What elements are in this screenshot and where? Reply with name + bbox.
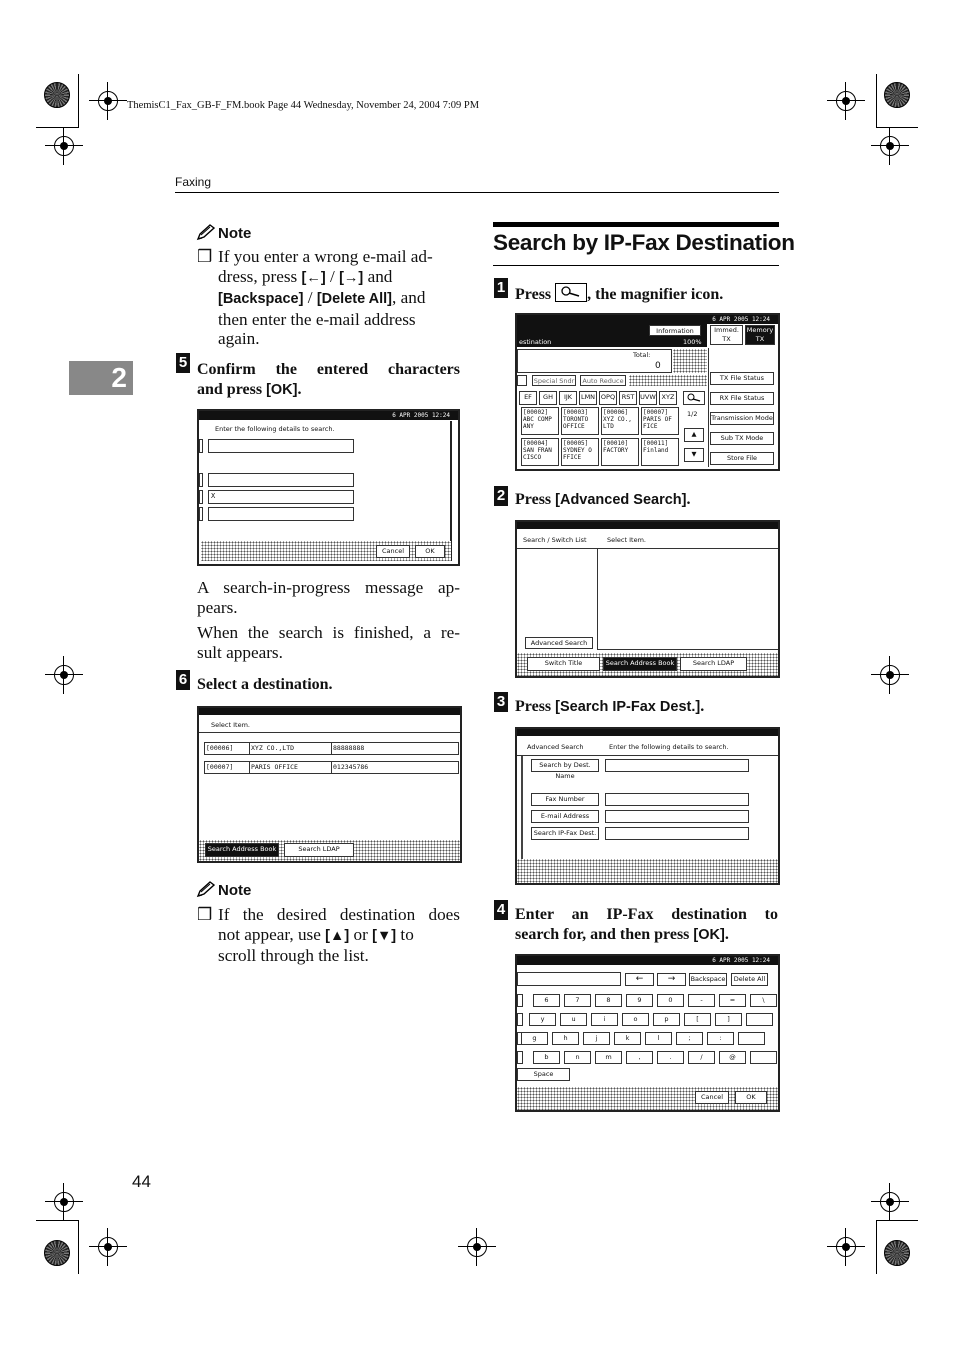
keyboard-key[interactable] (750, 1051, 777, 1064)
step-number: 2 (494, 486, 508, 506)
keyboard-key[interactable]: l (645, 1032, 672, 1045)
keyboard-key[interactable]: j (583, 1032, 610, 1045)
auto-reduce-tab[interactable]: Auto Reduce (580, 375, 626, 386)
side-button[interactable]: RX File Status (710, 392, 774, 405)
keyboard-key[interactable]: , (626, 1051, 653, 1064)
destination-entry[interactable]: [00002] ABC COMP ANY (521, 407, 559, 435)
note-pencil-icon (196, 881, 216, 899)
step-number: 1 (494, 278, 508, 298)
paragraph: A search-in-progress message ap- pears. (197, 578, 460, 617)
search-by-dest-name-button[interactable]: Search by Dest. Name (531, 759, 599, 772)
screenshot-enter-details (197, 409, 460, 566)
keyboard-key[interactable]: \ (750, 994, 777, 1007)
key-fragment[interactable] (517, 994, 523, 1007)
note-bullet: ❒ (197, 247, 213, 266)
fax-number-button[interactable]: Fax Number (531, 793, 599, 806)
keyboard-key[interactable]: = (719, 994, 746, 1007)
side-button[interactable]: Transmission Mode (710, 412, 774, 425)
step-text: Enter an IP-Fax destination to search for, and then press [OK]. (515, 906, 778, 943)
note-title: Note (218, 225, 252, 242)
keyboard-key[interactable]: . (657, 1051, 684, 1064)
keyboard-key[interactable]: 0 (657, 994, 684, 1007)
registration-mark-icon (98, 1237, 118, 1257)
screenshot-keyboard (515, 954, 780, 1112)
search-field[interactable] (208, 473, 354, 487)
prompt-text: Enter the following details to search. (609, 743, 729, 751)
registration-mark-icon (467, 1237, 487, 1257)
select-item-title: Select Item. (607, 536, 646, 544)
destination-input[interactable] (517, 972, 621, 986)
row-code: [00007] (204, 761, 250, 774)
note-title: Note (218, 882, 252, 899)
group-tab[interactable]: UVW (639, 391, 657, 405)
total-label: Total: (633, 351, 651, 359)
row-name[interactable]: PARIS OFFICE (249, 761, 332, 774)
keyboard-key[interactable]: k (614, 1032, 641, 1045)
note-pencil-icon (196, 224, 216, 242)
color-target-icon (44, 82, 70, 108)
cancel-button[interactable]: Cancel (376, 545, 410, 558)
destination-entry[interactable]: [00005] SYDNEY O FFICE (561, 438, 599, 466)
step-number: 3 (494, 692, 508, 712)
registration-mark-icon (54, 136, 74, 156)
screenshot-select-destination (197, 706, 462, 863)
backspace-button[interactable]: Backspace (689, 973, 727, 986)
email-address-field[interactable] (605, 810, 749, 823)
keyboard-key[interactable]: u (560, 1013, 587, 1026)
scroll-down-button[interactable]: ▼ (684, 448, 704, 462)
search-field[interactable] (208, 507, 354, 521)
destination-entry[interactable]: [00011] Finland (641, 438, 679, 466)
group-tab[interactable]: GH (539, 391, 557, 405)
fax-number-field[interactable] (605, 793, 749, 806)
keyboard-key[interactable] (746, 1013, 773, 1026)
cancel-button[interactable]: Cancel (695, 1091, 729, 1104)
destination-entry[interactable]: [00006] XYZ CO., LTD (601, 407, 639, 435)
registration-mark-icon (836, 1237, 856, 1257)
step-number: 4 (494, 900, 508, 920)
registration-mark-icon (836, 91, 856, 111)
advanced-search-button[interactable]: Advanced Search (525, 637, 593, 649)
memory-tx-button[interactable]: Memory TX (746, 326, 774, 343)
registration-mark-icon (880, 665, 900, 685)
key-fragment[interactable] (517, 1051, 523, 1064)
file-info: ThemisC1_Fax_GB-F_FM.book Page 44 Wednesday, November 24, 2004 7:09 PM (127, 100, 480, 111)
running-head: Faxing (175, 175, 212, 189)
step-number: 6 (176, 670, 190, 690)
switch-title-button[interactable]: Switch Title (527, 657, 600, 671)
keyboard-key[interactable]: 9 (626, 994, 653, 1007)
side-button[interactable]: Sub TX Mode (710, 432, 774, 445)
group-tab[interactable]: IJK (559, 391, 577, 405)
delete-all-button[interactable]: Delete All (731, 973, 768, 986)
step-number: 5 (176, 353, 190, 373)
search-ip-fax-dest-button[interactable]: Search IP-Fax Dest. (531, 827, 599, 840)
screenshot-main-fax (515, 313, 780, 471)
email-address-button[interactable]: E-mail Address (531, 810, 599, 823)
destination-entry[interactable]: [00007] PARIS OF FICE (641, 407, 679, 435)
section-rule (493, 222, 779, 227)
keyboard-key[interactable] (738, 1032, 765, 1045)
keyboard-key[interactable]: y (529, 1013, 556, 1026)
registration-mark-icon (880, 136, 900, 156)
search-ldap-button[interactable]: Search LDAP (680, 657, 747, 671)
space-key[interactable]: Space (517, 1068, 570, 1081)
search-switch-title: Search / Switch List (523, 536, 587, 544)
keyboard-key[interactable]: ] (715, 1013, 742, 1026)
side-button[interactable]: TX File Status (710, 372, 774, 385)
note-text: If you enter a wrong e-mail ad- dress, press [←] / [→] and [Backspace] / [Delete All], and then enter the e-mail address again. (218, 247, 433, 348)
keyboard-key[interactable]: - (688, 994, 715, 1007)
ok-button[interactable]: OK (415, 545, 445, 558)
destination-entry[interactable]: [00004] SAN FRAN CISCO (521, 438, 559, 466)
memory-percent: 100% (683, 338, 702, 346)
prompt-text: Enter the following details to search. (215, 425, 335, 433)
magnifier-icon[interactable] (683, 391, 705, 405)
section-title: Search by IP-Fax Destination (493, 230, 795, 255)
immed-tx-button[interactable]: Immed. TX (710, 325, 743, 345)
right-arrow-button[interactable]: → (657, 973, 686, 986)
section-underline (493, 265, 779, 266)
keyboard-key[interactable]: o (622, 1013, 649, 1026)
status-bar: 6 APR 2005 12:24 (517, 956, 778, 965)
row-number: 012345786 (331, 761, 459, 774)
registration-mark-icon (98, 91, 118, 111)
group-tab[interactable]: LMN (579, 391, 597, 405)
step-text: Select a destination. (197, 676, 333, 693)
advanced-search-title: Advanced Search (527, 743, 584, 751)
status-bar: 6 APR 2005 12:24 (199, 411, 458, 420)
note-text: If the desired destination does not appear, use [▲] or [▼] to scroll through the list. (218, 905, 460, 965)
group-tab[interactable]: EF (519, 391, 537, 405)
keyboard-key[interactable]: / (688, 1051, 715, 1064)
left-arrow-button[interactable]: ← (625, 973, 654, 986)
dest-name-field[interactable] (605, 759, 749, 772)
keyboard-key[interactable]: 6 (533, 994, 560, 1007)
special-sender-tab[interactable]: Special Sndr (533, 377, 575, 385)
information-button[interactable]: Information (649, 325, 701, 336)
key-fragment[interactable] (517, 1013, 523, 1026)
keyboard-key[interactable]: 7 (564, 994, 591, 1007)
destination-entry[interactable]: [00010] FACTORY (601, 438, 639, 466)
status-bar: 6 APR 2005 12:24 (517, 315, 778, 324)
search-field[interactable] (208, 439, 354, 453)
search-address-book-button[interactable]: Search Address Book (603, 657, 677, 671)
registration-mark-icon (880, 1192, 900, 1212)
color-target-icon (884, 82, 910, 108)
color-target-icon (884, 1240, 910, 1266)
row-code: [00006] (204, 742, 250, 755)
side-button[interactable]: Store File (710, 452, 774, 465)
keyboard-key[interactable]: i (591, 1013, 618, 1026)
keyboard-key[interactable]: g (521, 1032, 548, 1045)
row-number: 88888888 (331, 742, 459, 755)
screenshot-search-list (515, 520, 780, 678)
keyboard-key[interactable]: ; (676, 1032, 703, 1045)
group-tab[interactable]: XYZ (659, 391, 677, 405)
step-text: Press [Search IP-Fax Dest.]. (515, 698, 705, 715)
row-name[interactable]: XYZ CO.,LTD (249, 742, 332, 755)
keyboard-key[interactable]: b (533, 1051, 560, 1064)
screenshot-advanced-search (515, 727, 780, 885)
note-bullet: ❒ (197, 905, 213, 924)
keyboard-key[interactable]: m (595, 1051, 622, 1064)
destination-label: estination (519, 338, 552, 346)
divider (708, 348, 709, 467)
search-field[interactable]: X (208, 490, 354, 504)
step-text: Press [Advanced Search]. (515, 491, 691, 508)
group-tab[interactable]: OPQ (599, 391, 617, 405)
search-ldap-button[interactable]: Search LDAP (284, 843, 354, 857)
total-value: 0 (655, 361, 661, 371)
group-tab[interactable]: RST (619, 391, 637, 405)
keyboard-key[interactable]: p (653, 1013, 680, 1026)
chapter-tab: 2 (69, 361, 133, 395)
keyboard-key[interactable]: n (564, 1051, 591, 1064)
header-rule (175, 192, 779, 193)
keyboard-key[interactable]: 8 (595, 994, 622, 1007)
paragraph: When the search is finished, a re- sult appears. (197, 623, 460, 662)
search-address-book-button[interactable]: Search Address Book (205, 843, 279, 857)
keyboard-key[interactable]: : (707, 1032, 734, 1045)
color-target-icon (44, 1240, 70, 1266)
ok-button[interactable]: OK (735, 1091, 767, 1104)
registration-mark-icon (54, 1192, 74, 1212)
keyboard-key[interactable]: h (552, 1032, 579, 1045)
destination-entry[interactable]: [00003] TORONTO OFFICE (561, 407, 599, 435)
scroll-up-button[interactable]: ▲ (684, 428, 704, 442)
page-number: 44 (132, 1172, 151, 1191)
registration-mark-icon (54, 665, 74, 685)
step-text: Confirm the entered characters and press [OK]. (197, 361, 460, 398)
magnifier-icon (555, 283, 587, 302)
page-indicator: 1/2 (687, 410, 698, 418)
keyboard-key[interactable]: @ (719, 1051, 746, 1064)
select-item-title: Select Item. (211, 721, 250, 729)
ip-fax-dest-field[interactable] (605, 827, 749, 840)
keyboard-key[interactable]: [ (684, 1013, 711, 1026)
step-text: Press , the magnifier icon. (515, 283, 723, 304)
